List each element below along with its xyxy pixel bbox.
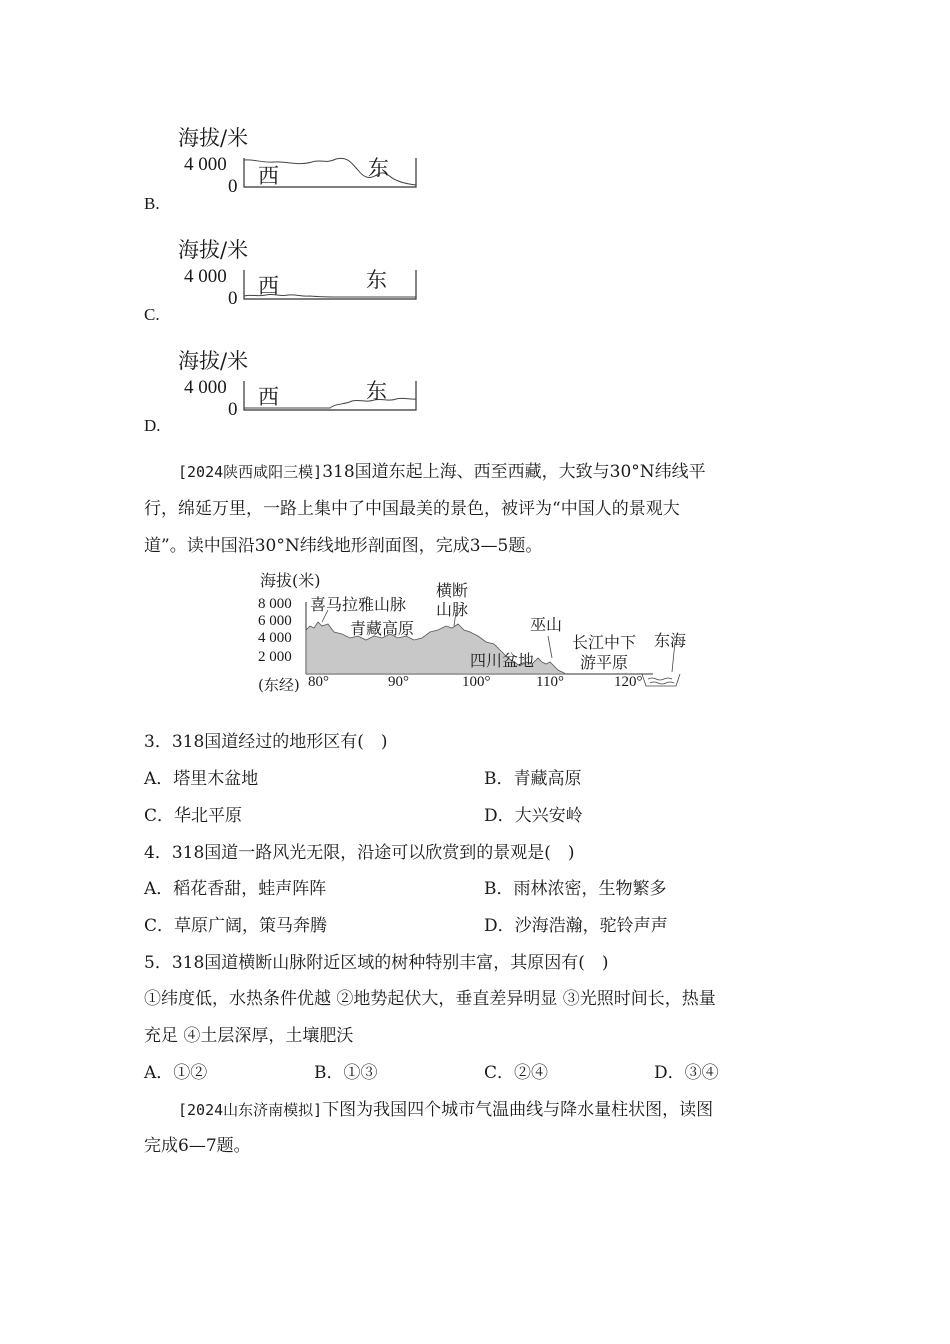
profile-xtick-90: 90° — [388, 674, 409, 690]
profile-xprefix: (东经) — [258, 676, 300, 694]
q3-option-d: D．大兴安岭 — [484, 806, 583, 826]
chart-east-label: 东 — [368, 156, 389, 180]
chart-tick-zero: 0 — [228, 176, 238, 197]
chart-tick-top: 4 000 — [184, 377, 227, 398]
label-donghai: 东海 — [654, 631, 687, 650]
label-hengduan-2: 山脉 — [436, 600, 469, 619]
option-c-chart — [170, 232, 420, 312]
profile-xtick-100: 100° — [462, 674, 491, 690]
chart-tick-zero: 0 — [228, 288, 238, 309]
profile-xtick-80: 80° — [308, 674, 329, 690]
q5-statements-line1: ①纬度低，水热条件优越 ②地势起伏大，垂直差异明显 ③光照时间长，热量 — [144, 989, 716, 1009]
q4-stem: 4．318国道一路风光无限，沿途可以欣赏到的景观是( ) — [144, 843, 575, 863]
passage1-line1: [2024陕西咸阳三模]318国道东起上海、西至西藏，大致与30°N纬线平 — [178, 462, 706, 482]
label-plateau: 青藏高原 — [350, 619, 415, 638]
passage1-line2: 行，绵延万里，一路上集中了中国最美的景色，被评为“中国人的景观大 — [144, 499, 680, 519]
profile-ylabel: 海拔(米) — [260, 571, 321, 590]
profile-xtick-120: 120° — [614, 674, 643, 690]
q4-option-b: B．雨林浓密，生物繁多 — [484, 879, 667, 899]
q3-option-c: C．华北平原 — [144, 806, 243, 826]
q4-option-d: D．沙海浩瀚，驼铃声声 — [484, 916, 668, 936]
label-yangtze-1: 长江中下 — [572, 633, 637, 652]
option-d-chart — [170, 343, 420, 423]
q3-stem: 3．318国道经过的地形区有( ) — [144, 732, 388, 752]
profile-ytick-2000: 2 000 — [258, 649, 292, 665]
chart-ylabel: 海拔/米 — [178, 126, 249, 150]
passage2-source: [2024山东济南模拟] — [178, 1101, 323, 1119]
q5-option-c: C．②④ — [484, 1063, 549, 1083]
option-b-letter: B. — [144, 194, 160, 213]
chart-tick-zero: 0 — [228, 399, 238, 420]
profile-xtick-110: 110° — [536, 674, 564, 690]
q3-option-b: B．青藏高原 — [484, 769, 582, 789]
profile-ytick-4000: 4 000 — [258, 630, 292, 646]
chart-tick-top: 4 000 — [184, 154, 227, 175]
q3-option-a: A．塔里木盆地 — [144, 769, 259, 789]
passage2-line1: [2024山东济南模拟]下图为我国四个城市气温曲线与降水量柱状图，读图 — [178, 1100, 714, 1120]
label-yangtze-2: 游平原 — [580, 653, 629, 672]
label-hengduan-1: 横断 — [436, 581, 469, 600]
label-wushan: 巫山 — [530, 615, 563, 634]
terrain-profile-figure — [258, 566, 698, 696]
chart-east-label: 东 — [366, 268, 387, 292]
option-d-letter: D. — [144, 416, 161, 435]
q5-option-b: B．①③ — [314, 1063, 378, 1083]
q5-option-d: D．③④ — [654, 1063, 719, 1083]
passage1-source: [2024陕西咸阳三模] — [178, 463, 323, 481]
q4-option-a: A．稻花香甜，蛙声阵阵 — [144, 879, 327, 899]
label-himalaya: 喜马拉雅山脉 — [310, 595, 407, 614]
chart-west-label: 西 — [258, 385, 279, 409]
option-c-letter: C. — [144, 305, 160, 324]
profile-ytick-8000: 8 000 — [258, 596, 292, 612]
passage1-line3: 道”。读中国沿30°N纬线地形剖面图，完成3—5题。 — [144, 536, 543, 556]
profile-ytick-6000: 6 000 — [258, 613, 292, 629]
chart-ylabel: 海拔/米 — [178, 349, 249, 373]
chart-west-label: 西 — [258, 164, 279, 188]
option-b-chart — [170, 120, 420, 200]
q4-option-c: C．草原广阔，策马奔腾 — [144, 916, 328, 936]
q5-option-a: A．①② — [144, 1063, 208, 1083]
label-sichuan: 四川盆地 — [470, 651, 535, 670]
q5-statements-line2: 充足 ④土层深厚，土壤肥沃 — [144, 1026, 354, 1046]
q5-stem: 5．318国道横断山脉附近区域的树种特别丰富，其原因有( ) — [144, 953, 609, 973]
chart-east-label: 东 — [366, 379, 387, 403]
chart-ylabel: 海拔/米 — [178, 238, 249, 262]
passage2-line2: 完成6—7题。 — [144, 1136, 251, 1156]
chart-tick-top: 4 000 — [184, 266, 227, 287]
chart-west-label: 西 — [258, 274, 279, 298]
